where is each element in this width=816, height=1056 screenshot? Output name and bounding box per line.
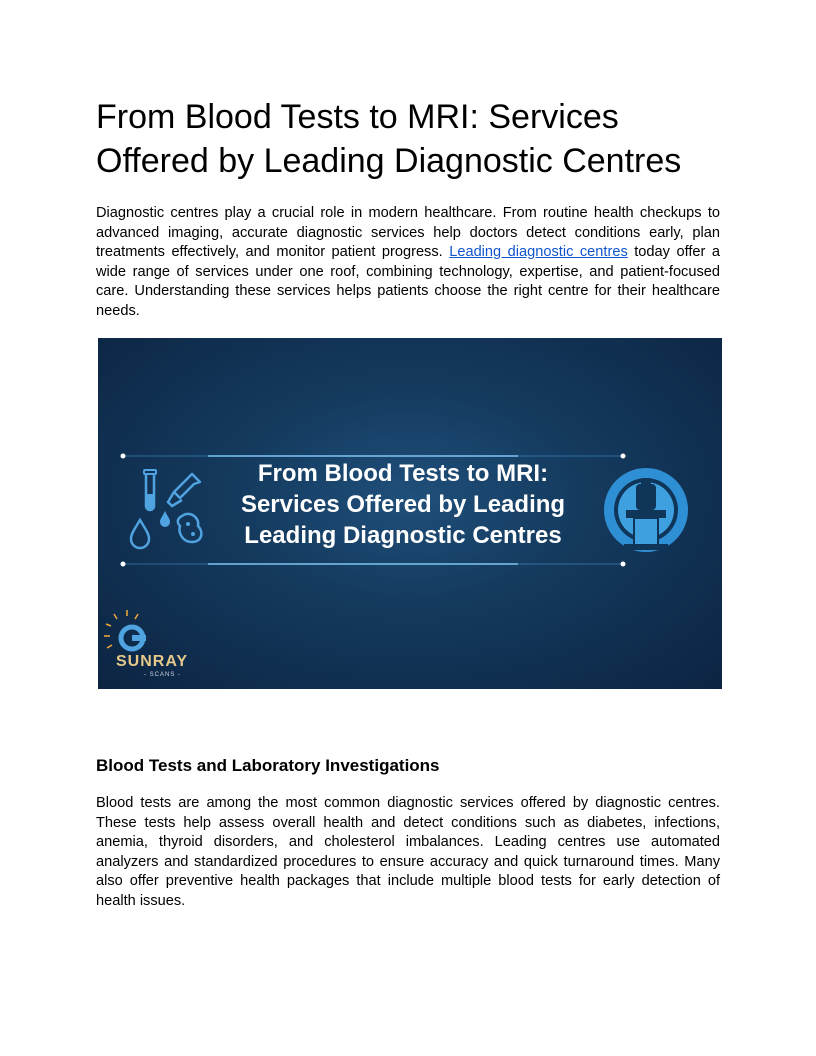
section-paragraph-blood-tests: Blood tests are among the most common diagnostic services offered by diagnostic centres. These tests help assess overall health and detect conditions such as diabetes, infections, anemia, thyroid disorders, and cholesterol imbalances. Leading centres use automated analyzers and standardized procedures to ensure accuracy and quick turnaround times. Many also offer preventive health packages that include multiple blood tests for early detection of health issues. [96,795,720,909]
leading-diagnostic-centres-link[interactable]: Leading diagnostic centres [449,244,628,260]
intro-paragraph [96,204,720,321]
sunray-logo-icon [102,608,152,658]
intro-text-end: today offer a wide range of services under one roof, combining technology, expertise, and patient-focused care. Understanding these services helps patients choose the right centre for their healthcare needs. [96,244,721,319]
dropper-icon [164,470,204,510]
banner-line-3: Leading Diagnostic Centres [244,522,562,549]
hero-banner-image [98,338,722,689]
banner-title [228,458,578,551]
page-title [96,95,736,183]
test-tube-icon [138,468,162,516]
cell-icon [174,510,210,546]
sunray-logo-subtitle: - SCANS - [144,672,182,678]
banner-line-2: Services Offered by Leading [240,491,566,518]
banner-line-1: From Blood Tests to MRI: [257,460,549,487]
title-line-1: From Blood Tests to MRI: Services [96,98,619,136]
mri-scanner-icon [598,462,694,558]
blood-drop-icon [128,518,152,550]
intro-text-start: Diagnostic centres play a crucial role in modern healthcare. From routine health checkups to advanced imaging, accurate diagnostic services help doctors detect conditions early, plan treatments effectively, and monitor patient progress. [96,205,720,260]
title-line-2: Offered by Leading Diagnostic Centres [96,142,682,180]
sunray-logo-text: SUNRAY [116,653,189,670]
section-heading-blood-tests: Blood Tests and Laboratory Investigations [96,756,440,775]
small-drop-icon [158,510,172,528]
